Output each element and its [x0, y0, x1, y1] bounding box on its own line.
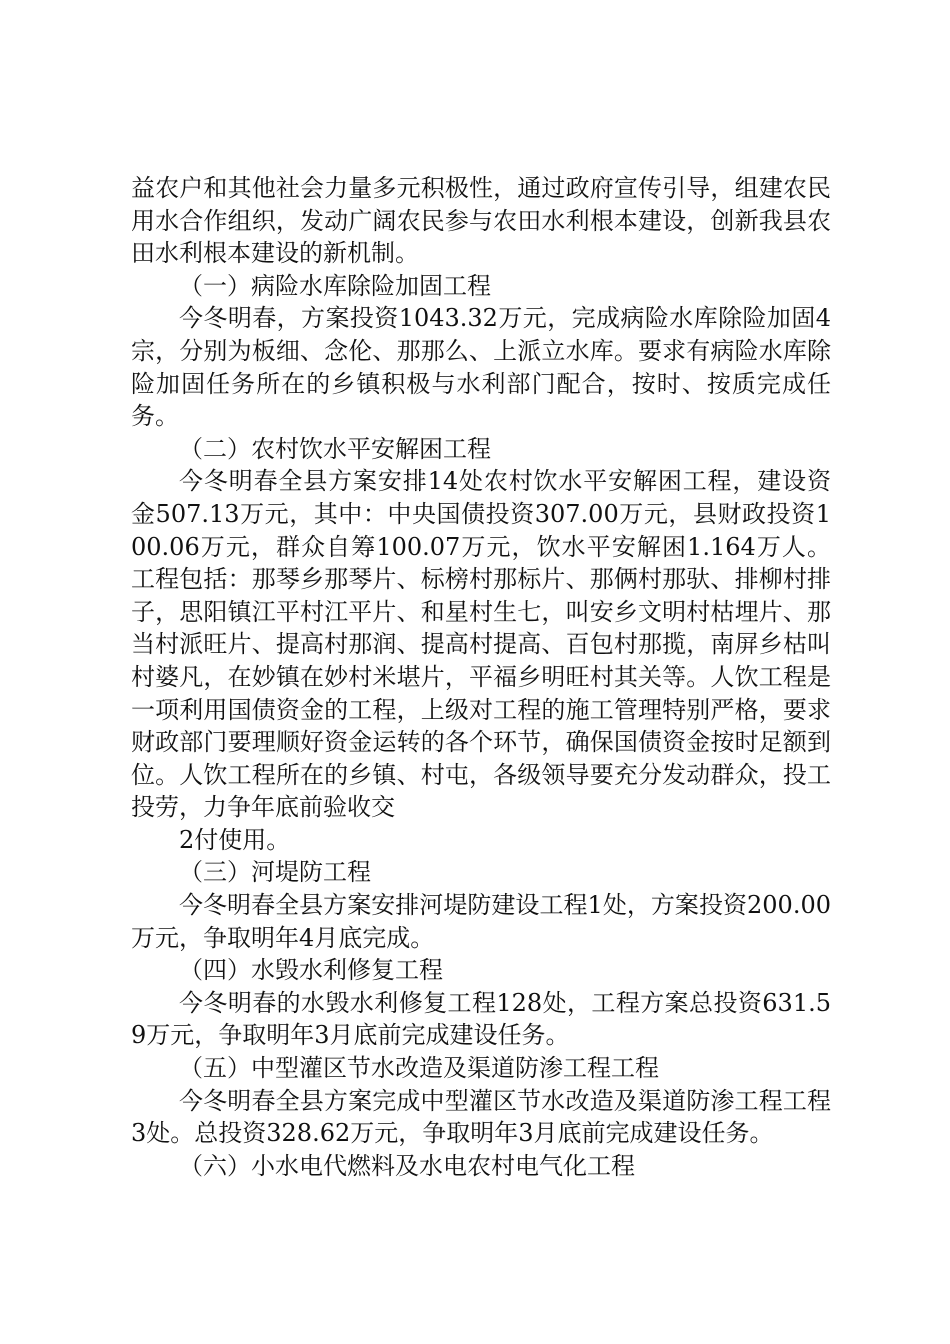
paragraph-section-2-continued: 2付使用。 — [179, 825, 291, 854]
paragraph-intro: 益农户和其他社会力量多元积极性，通过政府宣传引导，组建农民用水合作组织，发动广阔农民参与农田水利根本建设，创新我县农田水利根本建设的新机制。 — [131, 174, 831, 268]
paragraph-section-4: 今冬明春的水毁水利修复工程128处，工程方案总投资631.59万元，争取明年3月底前完成建设任务。 — [131, 988, 831, 1050]
section-heading-6: （六）小水电代燃料及水电农村电气化工程 — [179, 1151, 635, 1180]
paragraph-section-1: 今冬明春，方案投资1043.32万元，完成病险水库除险加固4宗，分别为板细、念伦、那那么、上派立水库。要求有病险水库除险加固任务所在的乡镇积极与水利部门配合，按时、按质完成任务。 — [131, 304, 831, 431]
document-body — [131, 172, 831, 1182]
section-heading-5: （五）中型灌区节水改造及渠道防渗工程工程 — [179, 1054, 659, 1083]
section-heading-3: （三）河堤防工程 — [179, 858, 371, 887]
paragraph-section-2: 今冬明春全县方案安排14处农村饮水平安解困工程，建设资金507.13万元，其中：中央国债投资307.00万元，县财政投资100.06万元，群众自筹100.07万元，饮水平安解困1.164万人。工程包括：那琴乡那琴片、标榜村那标片、那俩村那驮、排柳村排子，思阳镇江平村江平片、和星村生七，叫安乡文明村枯埋片、那当村派旺片、提高村那润、提高村提高、百包村那揽，南屏乡枯叫村婆凡，在妙镇在妙村米堪片，平福乡明旺村其关等。人饮工程是一项利用国债资金的工程，上级对工程的施工管理特别严格，要求财政部门要理顺好资金运转的各个环节，确保国债资金按时足额到位。人饮工程所在的乡镇、村屯，各级领导要充分发动群众，投工投劳，力争年底前验收交 — [131, 467, 831, 822]
section-heading-4: （四）水毁水利修复工程 — [179, 956, 443, 985]
section-heading-1: （一）病险水库除险加固工程 — [179, 271, 491, 300]
section-heading-2: （二）农村饮水平安解困工程 — [179, 434, 491, 463]
paragraph-section-3: 今冬明春全县方案安排河堤防建设工程1处，方案投资200.00万元，争取明年4月底完成。 — [131, 891, 831, 952]
paragraph-section-5: 今冬明春全县方案完成中型灌区节水改造及渠道防渗工程工程3处。总投资328.62万元，争取明年3月底前完成建设任务。 — [131, 1086, 831, 1148]
